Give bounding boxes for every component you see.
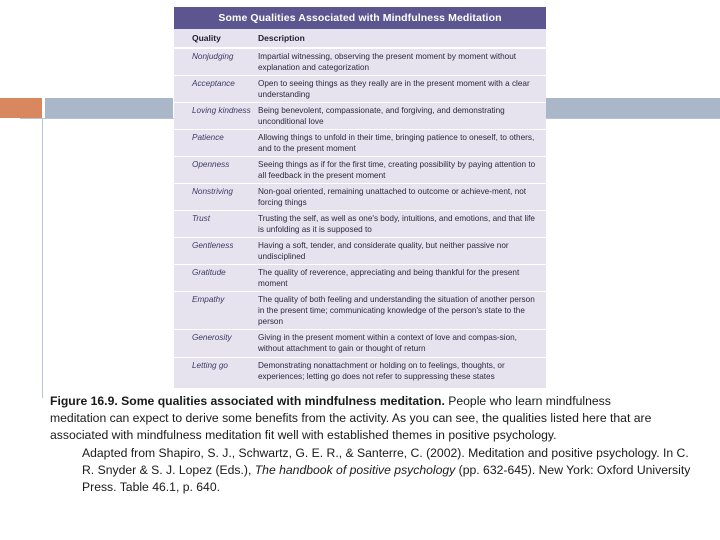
table-row xyxy=(174,291,546,329)
table-body xyxy=(174,48,546,384)
table-row xyxy=(174,75,546,102)
table-row xyxy=(174,156,546,183)
row-quality: Gratitude xyxy=(192,268,226,277)
table-row xyxy=(174,48,546,75)
table-header-row xyxy=(174,29,546,48)
table-title: Some Qualities Associated with Mindfulness Meditation xyxy=(174,7,546,29)
row-description: Open to seeing things as they really are in the present moment with a clear understanding xyxy=(258,79,530,99)
row-description: Being benevolent, compassionate, and forgiving, and demonstrating unconditional love xyxy=(258,106,505,126)
table-row xyxy=(174,357,546,384)
caption-body: People who learn mindfulness meditation can expect to derive some benefits from the activity. As you can see, the qualities listed here that are associated with mindfulness meditation fit well with established themes in positive psychology. xyxy=(50,394,652,442)
row-quality: Nonstriving xyxy=(192,187,233,196)
row-description: Giving in the present moment within a context of love and compas-sion, without attachment to gain or thought of return xyxy=(258,333,517,353)
header-description: Description xyxy=(258,33,305,43)
citation-authors: Adapted from Shapiro, S. J., Schwartz, G. E. R., & Santerre, C. (2002). Meditation and positive psychology. In C. R. Snyder & S. J. Lopez (Eds.), xyxy=(82,446,689,477)
table-row xyxy=(174,237,546,264)
table-row xyxy=(174,183,546,210)
citation-publisher: (pp. 632-645). New York: Oxford University Press. Table 46.1, p. 640. xyxy=(82,463,691,494)
header-quality: Quality xyxy=(192,33,221,43)
caption-lead: Figure 16.9. Some qualities associated with mindfulness meditation. xyxy=(50,394,445,408)
row-description: The quality of reverence, appreciating and being thankful for the present moment xyxy=(258,268,520,288)
row-quality: Patience xyxy=(192,133,224,142)
citation-book-title: The handbook of positive psychology xyxy=(254,463,456,477)
source-citation xyxy=(82,445,692,496)
slide-accent-orange xyxy=(0,98,42,118)
row-description: Allowing things to unfold in their time, bringing patience to oneself, to others, and to the present moment xyxy=(258,133,535,153)
row-quality: Letting go xyxy=(192,361,228,370)
row-quality: Acceptance xyxy=(192,79,235,88)
row-description: Having a soft, tender, and considerate quality, but neither passive nor undisciplined xyxy=(258,241,509,261)
row-description: Trusting the self, as well as one's body, intuitions, and emotions, and that life is unfolding as it is supposed to xyxy=(258,214,535,234)
row-quality: Trust xyxy=(192,214,211,223)
table-row xyxy=(174,329,546,357)
row-description: Non-goal oriented, remaining unattached to outcome or achieve-ment, not forcing things xyxy=(258,187,527,207)
figure-caption xyxy=(50,393,670,444)
row-quality: Gentleness xyxy=(192,241,234,250)
row-quality: Loving kindness xyxy=(192,106,251,115)
row-quality: Openness xyxy=(192,160,230,169)
row-quality: Generosity xyxy=(192,333,232,342)
slide-vertical-rule xyxy=(42,118,43,398)
row-description: The quality of both feeling and understanding the situation of another person in the present time; communicating knowledge of the person's state to the person xyxy=(258,295,535,326)
row-description: Demonstrating nonattachment or holding on to feelings, thoughts, or experiences; letting go does not refer to suppressing these states xyxy=(258,361,505,381)
slide-accent-bar-left xyxy=(45,98,173,118)
row-quality: Nonjudging xyxy=(192,52,234,61)
table-row xyxy=(174,129,546,156)
table-row xyxy=(174,264,546,291)
row-description: Seeing things as if for the first time, creating possibility by paying attention to all feedback in the present moment xyxy=(258,160,536,180)
table-row xyxy=(174,210,546,237)
slide-accent-bar-right xyxy=(546,98,720,118)
mindfulness-table xyxy=(174,7,546,388)
table-row xyxy=(174,102,546,129)
row-quality: Empathy xyxy=(192,295,225,304)
row-description: Impartial witnessing, observing the present moment by moment without explanation and categorization xyxy=(258,52,517,72)
